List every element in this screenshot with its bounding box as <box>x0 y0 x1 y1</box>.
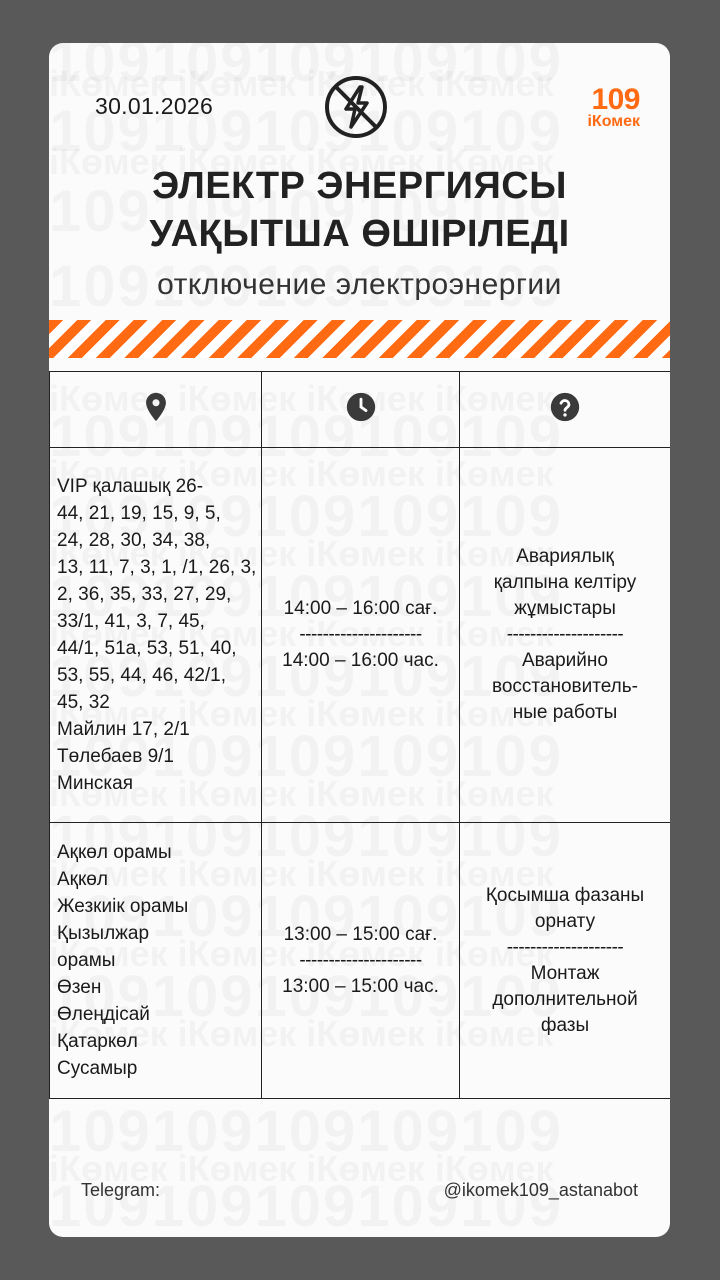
reason-cell <box>460 448 671 823</box>
address-line: 53, 55, 44, 46, 42/1, <box>57 665 227 686</box>
address-line: 2, 36, 35, 33, 27, 29, <box>57 584 232 605</box>
address-line: орамы <box>57 950 116 971</box>
location-pin-icon <box>139 390 173 424</box>
address-line: Өзен <box>57 977 102 998</box>
address-line: 45, 32 <box>57 692 110 713</box>
address-line: 44/1, 51а, 53, 51, 40, <box>57 638 237 659</box>
clock-icon <box>344 390 378 424</box>
reason-kz-line: Қосымша фазаны <box>485 884 645 906</box>
time-ru: 13:00 – 15:00 час. <box>282 975 439 997</box>
divider: --------------------- <box>299 624 422 645</box>
address-line: VIP қалашық 26- <box>57 476 204 497</box>
address-cell <box>50 823 262 1099</box>
divider: --------------------- <box>299 949 422 971</box>
address-line: Майлин 17, 2/1 <box>57 719 190 740</box>
telegram-label: Telegram: <box>81 1180 161 1200</box>
reason-ru-line: Аварийно <box>522 650 608 671</box>
address-line: Өлеңдісай <box>57 1004 150 1025</box>
address-line: Ақкөл <box>57 869 108 890</box>
time-cell <box>262 823 460 1099</box>
title-line-2: УАҚЫТША ӨШІРІЛЕДІ <box>149 213 570 255</box>
reason-ru-line: фазы <box>540 1014 590 1036</box>
location-header <box>50 372 262 448</box>
brand-logo <box>587 83 640 130</box>
time-kz: 14:00 – 16:00 сағ. <box>283 598 438 619</box>
warning-stripes <box>49 320 670 358</box>
address-line: Ақкөл орамы <box>57 842 172 863</box>
date-label: 30.01.2026 <box>95 93 214 119</box>
table-header-row <box>50 372 671 448</box>
divider: -------------------- <box>506 624 624 645</box>
reason-ru-line: восстановитель- <box>491 676 638 697</box>
time-header <box>262 372 460 448</box>
address-line: Төлебаев 9/1 <box>57 746 174 767</box>
divider: -------------------- <box>506 936 624 958</box>
table-row <box>50 448 671 823</box>
reason-header <box>460 372 671 448</box>
reason-kz-line: Авариялық <box>516 546 614 567</box>
brand-name: iКомек <box>587 113 640 130</box>
reason-kz-line: орнату <box>534 910 596 932</box>
time-kz: 13:00 – 15:00 сағ. <box>283 923 438 945</box>
address-line: Жезкиік орамы <box>57 896 189 917</box>
address-line: Сусамыр <box>57 1058 138 1079</box>
address-line: 33/1, 41, 3, 7, 45, <box>57 611 205 632</box>
question-icon <box>548 390 582 424</box>
reason-ru-line: Монтаж <box>530 962 600 984</box>
reason-ru-line: дополнительной <box>492 988 638 1010</box>
time-cell <box>262 448 460 823</box>
reason-kz-line: қалпына келтіру <box>493 572 637 593</box>
subtitle: отключение электроэнергии <box>157 268 562 301</box>
table-row <box>50 823 671 1099</box>
brand-number: 109 <box>591 83 640 116</box>
address-line: 13, 11, 7, 3, 1, /1, 26, 3, <box>57 557 257 578</box>
reason-cell <box>460 823 671 1099</box>
watermark <box>49 1098 670 1165</box>
telegram-handle-link[interactable]: @ikomek109_astanabot <box>443 1180 638 1200</box>
reason-ru-line: ные работы <box>512 702 618 723</box>
title-line-1: ЭЛЕКТР ЭНЕРГИЯСЫ <box>152 165 567 207</box>
address-line: 44, 21, 19, 15, 9, 5, <box>57 503 221 524</box>
power-off-icon <box>324 75 388 139</box>
address-cell <box>50 448 262 823</box>
address-line: Қатаркөл <box>57 1031 138 1052</box>
address-line: 24, 28, 30, 34, 38, <box>57 530 211 551</box>
announcement-card <box>49 43 670 1237</box>
address-line: Қызылжар <box>57 923 150 944</box>
time-ru: 14:00 – 16:00 час. <box>282 650 439 671</box>
reason-kz-line: жұмыстары <box>514 598 616 619</box>
address-line: Минская <box>57 773 134 794</box>
outage-table <box>49 371 670 1099</box>
